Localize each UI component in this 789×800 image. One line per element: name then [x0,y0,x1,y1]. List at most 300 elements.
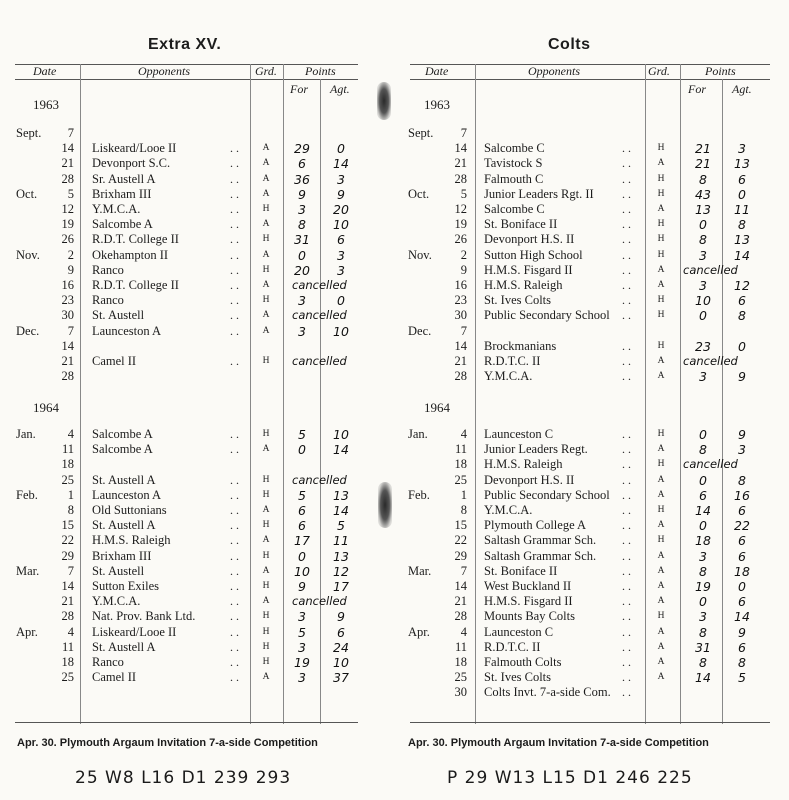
leader-dots: . . [622,685,631,700]
column-divider [250,64,251,724]
col-header-opponents: Opponents [528,64,580,78]
points-against: 9 [337,186,345,202]
fixture-ground: H [262,295,270,306]
points-for: 3 [298,202,306,217]
fixture-opponent: Launceston C [484,427,554,441]
points-for: 0 [699,427,707,442]
points-for: 21 [695,156,711,172]
points-against: 8 [738,308,746,324]
fixture-opponent: Tavistock S [484,156,543,171]
month-label: Jan. [408,427,428,441]
points-against: 37 [333,670,349,686]
points-against: 0 [738,338,746,354]
leader-dots: . . [230,442,239,457]
fixture-opponent: Public Secondary School [484,308,610,323]
fixture-day: 2 [460,247,467,262]
leader-dots: . . [230,533,239,548]
column-divider [80,64,81,724]
points-for: 19 [695,579,711,594]
points-against: 24 [333,639,349,655]
points-against: 9 [738,369,746,385]
fixture-day: 14 [61,141,74,156]
leader-dots: . . [230,202,239,216]
fixture-ground: A [657,520,665,531]
fixture-ground: H [657,429,665,439]
fixture-opponent: Salcombe C [484,141,545,156]
leader-dots: . . [622,427,631,441]
points-for: 0 [298,442,306,458]
leader-dots: . . [622,670,631,685]
fixture-opponent: Sutton High School [484,247,583,262]
points-for: 31 [695,639,711,655]
fixture-day: 28 [454,609,467,624]
fixture-day: 28 [454,171,467,186]
fixture-opponent: Sr. Austell A [92,171,156,186]
leader-dots: . . [230,293,239,308]
fixture-opponent: Y.M.C.A. [484,503,533,517]
fixture-day: 23 [61,293,74,308]
fixture-day: 18 [454,457,467,472]
points-against: 6 [738,533,746,549]
fixture-ground: H [262,520,270,531]
fixture-opponent: Devonport H.S. II [484,472,575,487]
leader-dots: . . [230,308,239,323]
points-against: 9 [337,609,345,625]
fixture-ground: A [657,596,665,607]
leader-dots: . . [230,518,239,533]
points-against: 5 [738,670,746,686]
fixture-opponent: Brockmanians [484,338,557,353]
fixture-note: cancelled [683,354,738,368]
leader-dots: . . [230,548,239,563]
fixture-ground: A [262,280,270,290]
month-label: Sept. [16,126,42,140]
points-against: 3 [337,171,345,187]
fixture-opponent: Falmouth Colts [484,655,562,669]
fixture-ground: A [262,173,270,184]
points-against: 13 [734,156,750,172]
points-for: 8 [298,217,306,233]
fixture-opponent: Sutton Exiles [92,579,160,593]
fixture-ground: H [657,295,665,306]
leader-dots: . . [622,293,631,308]
points-against: 10 [333,655,349,670]
fixture-ground: H [657,310,665,321]
column-divider [722,79,723,724]
leader-dots: . . [622,655,631,669]
fixture-opponent: R.D.T.C. II [484,639,541,654]
points-against: 10 [333,323,349,339]
leader-dots: . . [230,278,239,292]
leader-dots: . . [230,427,239,441]
month-label: Nov. [408,247,432,262]
points-for: 21 [695,141,711,157]
fixture-day: 7 [460,323,467,338]
fixture-opponent: Saltash Grammar Sch. [484,548,597,563]
fixture-ground: H [657,188,665,199]
leader-dots: . . [622,624,631,639]
leader-dots: . . [622,156,631,171]
month-label: Oct. [408,186,430,201]
footer-note: Apr. 30. Plymouth Argaum Invitation 7-a-side Competition [17,737,318,749]
fixture-ground: A [262,188,270,199]
fixture-day: 4 [460,427,467,441]
points-against: 14 [333,503,349,518]
fixture-opponent: Colts Invt. 7-a-side Com. [484,685,611,700]
fixture-day: 28 [61,369,74,384]
fixture-ground: A [262,249,270,260]
fixture-day: 2 [67,247,74,262]
col-header-date: Date [425,64,449,78]
points-against: 22 [734,518,750,534]
leader-dots: . . [622,202,631,216]
col-header-for: For [688,82,706,96]
fixture-ground: A [262,505,270,515]
fixture-opponent: Camel II [92,670,137,685]
month-label: Feb. [16,487,38,502]
fixture-day: 14 [61,579,74,593]
year-label: 1964 [424,400,450,415]
leader-dots: . . [230,563,239,578]
column-divider [645,64,646,724]
leader-dots: . . [622,548,631,563]
fixture-day: 11 [61,442,74,457]
fixture-day: 21 [454,156,467,171]
leader-dots: . . [622,247,631,262]
month-label: Mar. [408,563,432,578]
points-for: 20 [294,262,310,278]
fixture-opponent: H.M.S. Raleigh [484,278,563,292]
points-against: 6 [738,594,746,610]
fixture-note: cancelled [292,308,347,323]
fixture-ground: H [262,641,270,652]
fixture-day: 12 [454,202,467,216]
points-for: 3 [298,293,306,309]
fixture-opponent: St. Austell [92,308,145,323]
fixture-ground: A [262,325,270,336]
month-label: Nov. [16,247,40,262]
fixture-day: 26 [61,232,74,247]
fixture-day: 7 [460,563,467,578]
col-header-agt: Agt. [330,82,350,96]
fixture-day: 5 [67,186,74,201]
fixture-day: 4 [460,624,467,639]
col-header-points: Points [305,64,336,78]
fixture-opponent: R.D.T. College II [92,278,179,292]
points-for: 10 [294,563,310,579]
points-for: 3 [298,639,306,655]
points-for: 0 [298,247,306,263]
page-title: Extra XV. [148,36,222,53]
fixture-opponent: St. Austell A [92,639,156,654]
leader-dots: . . [230,487,239,502]
fixture-opponent: Launceston C [484,624,554,639]
fixture-opponent: Old Suttonians [92,503,167,517]
points-for: 8 [699,624,707,640]
col-header-points: Points [705,64,736,78]
points-against: 20 [333,202,349,217]
header-mid-rule [15,79,358,80]
fixture-opponent: Launceston A [92,487,162,502]
leader-dots: . . [622,141,631,156]
month-label: Oct. [16,186,38,201]
fixture-day: 14 [454,579,467,593]
points-against: 13 [333,548,349,564]
points-for: 31 [294,232,310,248]
points-against: 9 [738,427,746,442]
fixture-opponent: West Buckland II [484,579,572,593]
fixture-day: 26 [454,232,467,247]
fixture-opponent: Mounts Bay Colts [484,609,575,624]
fixture-day: 7 [67,323,74,338]
fixture-day: 29 [61,548,74,563]
points-for: 0 [699,472,707,488]
fixture-day: 30 [61,308,74,323]
binding-hole [378,482,392,528]
points-against: 0 [738,579,746,594]
points-against: 14 [333,156,349,172]
fixture-opponent: Devonport H.S. II [484,232,575,247]
points-against: 14 [333,442,349,458]
fixture-ground: A [657,550,665,561]
fixture-opponent: Salcombe C [484,202,545,216]
fixture-day: 28 [61,609,74,624]
points-against: 13 [333,487,349,503]
fixture-day: 18 [61,655,74,669]
fixture-opponent: St. Ives Colts [484,670,552,685]
points-for: 17 [294,533,310,549]
fixture-ground: A [657,641,665,652]
fixture-day: 5 [460,186,467,201]
fixture-day: 8 [460,503,467,517]
fixture-opponent: Launceston A [92,323,162,338]
fixture-day: 11 [454,442,467,457]
col-header-grd: Grd. [648,64,670,78]
points-against: 9 [738,624,746,640]
points-against: 5 [337,518,345,534]
fixture-ground: A [657,626,665,637]
month-label: Mar. [16,563,40,578]
points-for: 3 [699,247,707,263]
leader-dots: . . [622,171,631,186]
fixture-ground: A [262,565,270,576]
points-for: 14 [695,670,711,686]
fixture-ground: A [657,264,665,275]
leader-dots: . . [230,609,239,624]
col-header-for: For [290,82,308,96]
col-header-agt: Agt. [732,82,752,96]
fixture-note: cancelled [292,278,347,292]
fixture-ground: A [657,371,665,382]
fixture-opponent: Salcombe A [92,217,153,232]
column-divider [680,64,681,724]
leader-dots: . . [622,487,631,502]
points-for: 6 [699,487,707,503]
points-against: 0 [337,141,345,157]
points-against: 6 [738,503,746,518]
fixture-ground: H [262,581,270,591]
fixture-day: 25 [454,670,467,685]
fixture-day: 21 [454,594,467,609]
fixture-ground: A [657,565,665,576]
leader-dots: . . [622,579,631,593]
points-for: 8 [699,442,707,458]
fixture-ground: A [657,280,665,290]
fixture-ground: A [657,444,665,455]
month-label: Dec. [408,323,432,338]
points-for: 3 [298,323,306,339]
month-label: Jan. [16,427,36,441]
fixture-ground: H [262,204,270,214]
fixture-opponent: H.M.S. Raleigh [484,457,563,472]
fixture-day: 14 [454,141,467,156]
month-label: Dec. [16,323,40,338]
fixture-day: 28 [454,369,467,384]
fixture-opponent: Falmouth C [484,171,544,186]
points-for: 8 [699,563,707,579]
points-against: 3 [738,442,746,458]
points-for: 3 [699,609,707,625]
points-for: 0 [699,518,707,534]
fixture-day: 4 [67,624,74,639]
leader-dots: . . [622,308,631,323]
points-against: 12 [734,278,750,293]
fixture-ground: A [262,310,270,321]
leader-dots: . . [622,639,631,654]
fixture-opponent: St. Ives Colts [484,293,552,308]
points-for: 23 [695,338,711,354]
points-for: 3 [298,609,306,625]
leader-dots: . . [622,563,631,578]
fixture-day: 30 [454,308,467,323]
fixture-ground: A [262,444,270,455]
binding-hole [377,82,391,120]
fixture-opponent: Junior Leaders Rgt. II [484,186,594,201]
fixture-ground: A [657,356,665,366]
leader-dots: . . [230,579,239,593]
fixture-opponent: Liskeard/Looe II [92,141,177,156]
leader-dots: . . [622,472,631,487]
points-against: 18 [734,563,750,579]
col-header-opponents: Opponents [138,64,190,78]
points-against: 17 [333,579,349,594]
fixture-day: 7 [460,126,467,140]
fixture-ground: H [262,474,270,485]
fixture-day: 21 [454,354,467,368]
points-for: 29 [294,141,310,157]
leader-dots: . . [230,247,239,262]
leader-dots: . . [230,232,239,247]
fixture-ground: A [262,143,270,154]
points-for: 8 [699,171,707,187]
fixture-day: 19 [61,217,74,232]
fixture-ground: A [657,581,665,591]
points-against: 8 [738,655,746,670]
footer-note: Apr. 30. Plymouth Argaum Invitation 7-a-side Competition [408,737,709,749]
fixture-note: cancelled [683,262,738,277]
points-against: 6 [738,548,746,564]
year-label: 1964 [33,400,59,415]
fixture-opponent: Y.M.C.A. [484,369,533,384]
points-against: 10 [333,427,349,442]
fixture-ground: H [657,234,665,245]
leader-dots: . . [230,171,239,186]
fixture-opponent: Brixham III [92,548,152,563]
fixture-day: 29 [454,548,467,563]
fixture-opponent: St. Austell [92,563,145,578]
footer-rule [410,722,770,723]
points-for: 10 [695,293,711,309]
fixture-day: 16 [61,278,74,292]
fixture-ground: A [657,474,665,485]
points-against: 10 [333,217,349,233]
fixture-ground: H [657,505,665,515]
leader-dots: . . [230,670,239,685]
points-against: 11 [734,202,750,217]
points-for: 18 [695,533,711,549]
points-against: 8 [738,472,746,488]
fixture-day: 9 [67,262,74,277]
leader-dots: . . [622,457,631,472]
fixture-ground: H [657,340,665,351]
fixture-day: 28 [61,171,74,186]
points-against: 3 [337,262,345,278]
points-for: 36 [294,171,310,187]
page-title: Colts [548,36,591,53]
fixture-opponent: Ranco [92,655,124,669]
points-for: 0 [699,217,707,233]
fixture-ground: A [657,204,665,214]
fixture-day: 23 [454,293,467,308]
points-against: 3 [337,247,345,263]
points-against: 6 [337,624,345,640]
leader-dots: . . [230,594,239,609]
month-label: Apr. [408,624,430,639]
leader-dots: . . [230,624,239,639]
points-for: 3 [699,278,707,293]
fixture-day: 14 [61,338,74,353]
points-against: 14 [734,247,750,263]
points-for: 6 [298,518,306,534]
fixture-opponent: Saltash Grammar Sch. [484,533,597,548]
fixture-opponent: Brixham III [92,186,152,201]
fixture-opponent: Salcombe A [92,442,153,457]
fixture-opponent: Okehampton II [92,247,169,262]
year-label: 1963 [33,97,59,112]
fixture-ground: H [262,626,270,637]
fixture-day: 7 [67,563,74,578]
leader-dots: . . [622,442,631,457]
season-summary: P 29 W13 L15 D1 246 225 [447,768,693,788]
leader-dots: . . [622,369,631,384]
fixture-opponent: St. Austell A [92,518,156,533]
fixture-opponent: Camel II [92,354,137,368]
points-for: 0 [699,594,707,610]
fixture-opponent: Ranco [92,262,124,277]
points-against: 12 [333,563,349,579]
fixture-ground: H [657,219,665,230]
year-label: 1963 [424,97,450,112]
points-for: 8 [699,655,707,670]
points-for: 13 [695,202,711,217]
leader-dots: . . [230,639,239,654]
fixture-opponent: Y.M.C.A. [92,202,141,216]
fixture-ground: H [262,234,270,245]
leader-dots: . . [230,354,239,368]
fixture-opponent: Salcombe A [92,427,153,441]
col-header-grd: Grd. [255,64,277,78]
points-for: 6 [298,156,306,172]
